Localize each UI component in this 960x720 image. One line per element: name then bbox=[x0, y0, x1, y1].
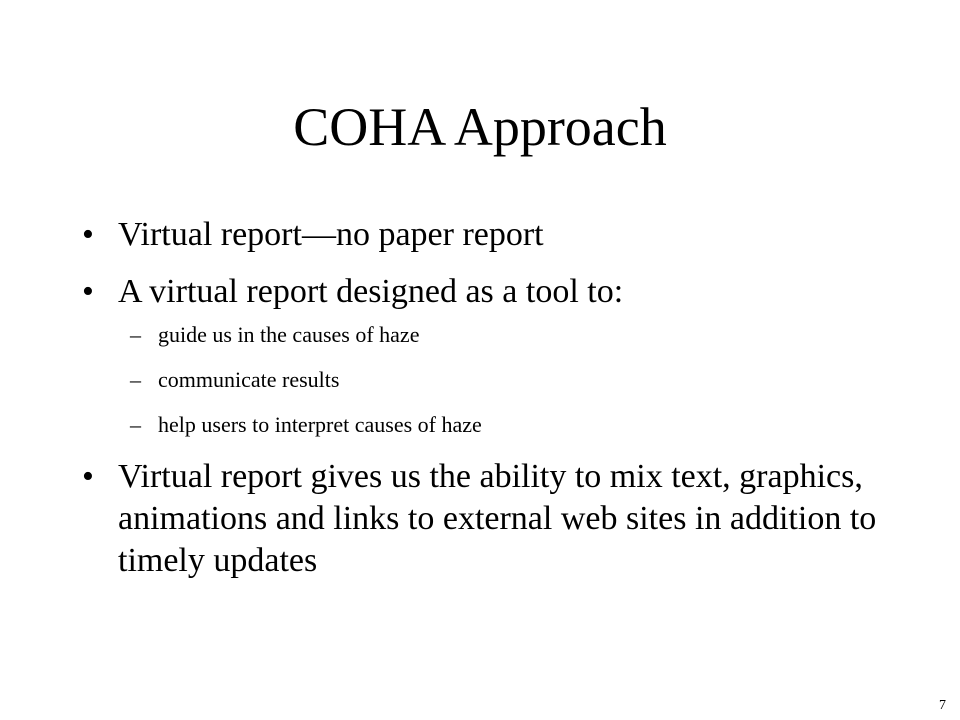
bullet-text: A virtual report designed as a tool to: bbox=[118, 273, 624, 310]
bullet-item bbox=[82, 271, 912, 313]
sub-bullet-text: help users to interpret causes of haze bbox=[158, 412, 482, 437]
sub-bullet-item bbox=[82, 366, 912, 393]
bullet-text: Virtual report gives us the ability to mix text, graphics, animations and links to external web sites in addition to timely updates bbox=[118, 458, 877, 579]
bullet-item bbox=[82, 214, 912, 256]
sub-bullet-list bbox=[82, 321, 912, 438]
sub-bullet-marker: – bbox=[130, 367, 141, 392]
slide-title: COHA Approach bbox=[293, 97, 667, 157]
bullet-marker: • bbox=[82, 216, 94, 253]
sub-bullet-marker: – bbox=[130, 412, 141, 437]
page-number: 7 bbox=[939, 698, 946, 713]
bullet-list bbox=[82, 214, 912, 582]
bullet-marker: • bbox=[82, 273, 94, 310]
sub-bullet-group bbox=[82, 321, 912, 438]
bullet-marker: • bbox=[82, 458, 94, 495]
sub-bullet-marker: – bbox=[130, 322, 141, 347]
sub-bullet-item bbox=[82, 321, 912, 348]
sub-bullet-item bbox=[82, 411, 912, 438]
sub-bullet-text: guide us in the causes of haze bbox=[158, 322, 420, 347]
bullet-item bbox=[82, 456, 912, 582]
bullet-text: Virtual report—no paper report bbox=[118, 216, 544, 253]
sub-bullet-text: communicate results bbox=[158, 367, 340, 392]
